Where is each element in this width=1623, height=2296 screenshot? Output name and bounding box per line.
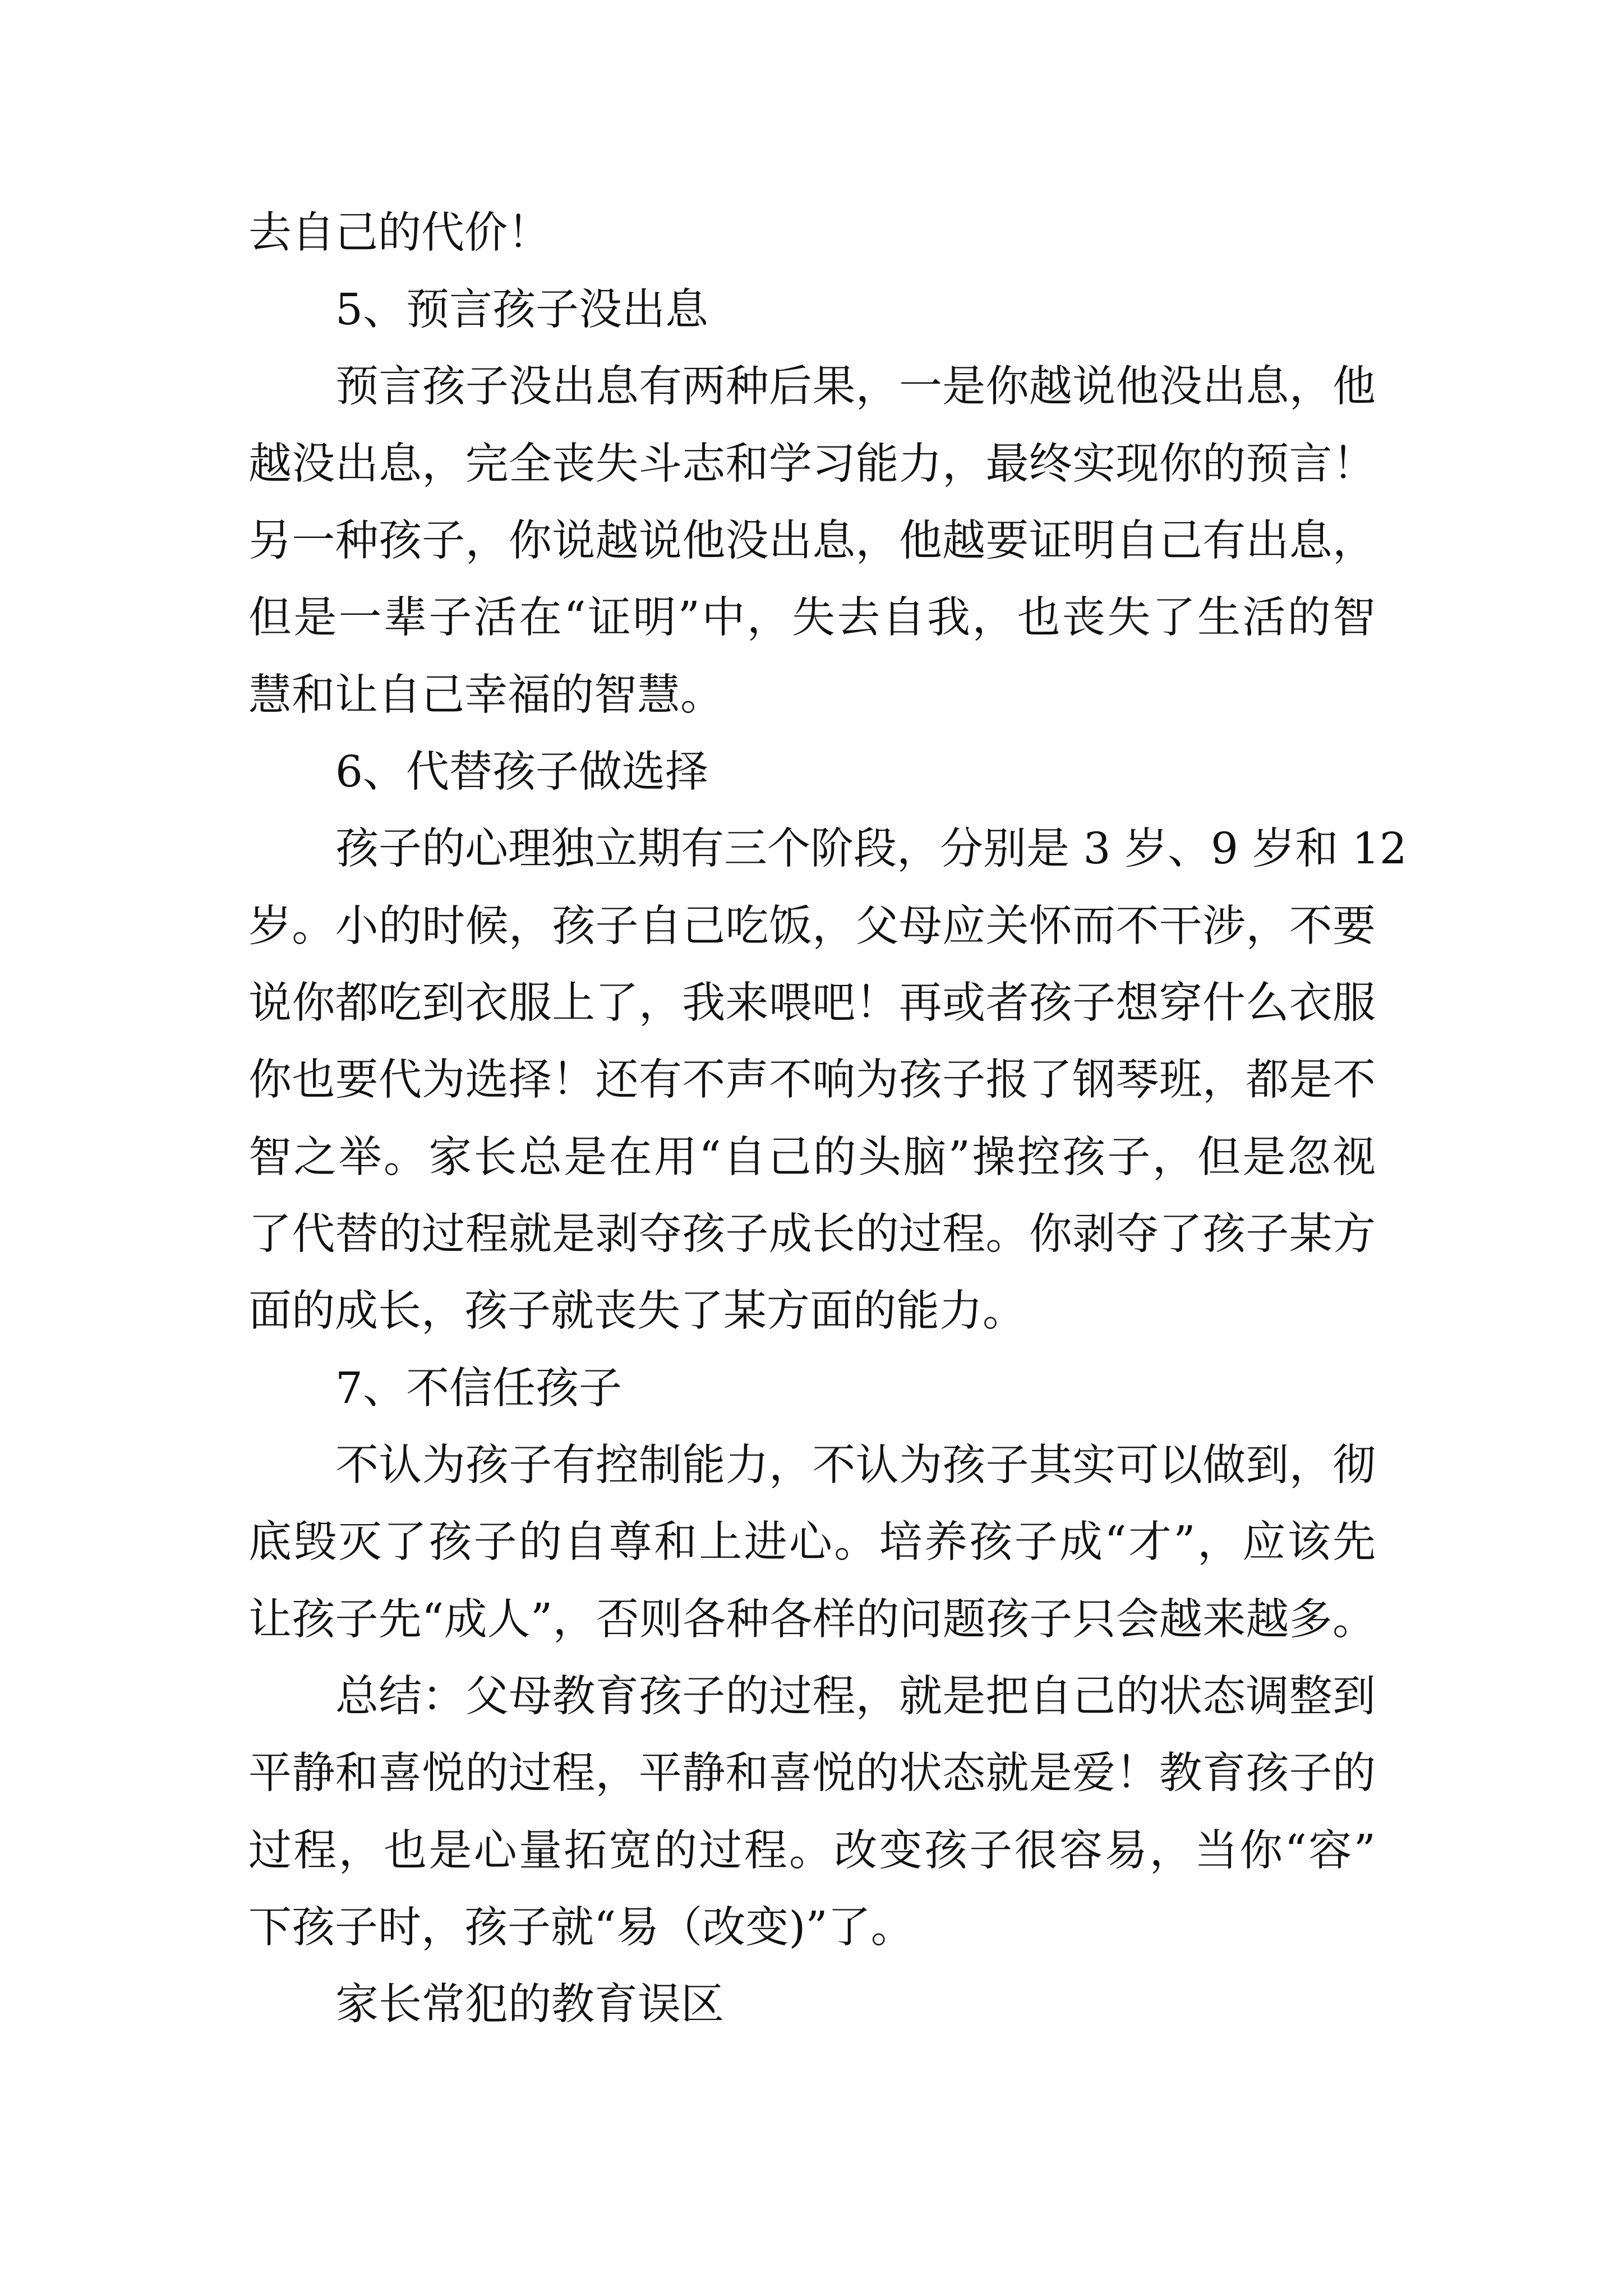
paragraph-line: 孩子的心理独立期有三个阶段，分别是 3 岁、9 岁和 12 — [335, 824, 1407, 874]
section-title: 家长常犯的教育误区 — [335, 1980, 724, 2030]
paragraph-line: 另一种孩子，你说越说他没出息，他越要证明自己有出息， — [248, 516, 1376, 566]
paragraph-line: 让孩子先“成人”，否则各种各样的问题孩子只会越来越多。 — [248, 1595, 1376, 1645]
paragraph-line: 面的成长，孩子就丧失了某方面的能力。 — [248, 1286, 1026, 1336]
summary-line: 过程，也是心量拓宽的过程。改变孩子很容易，当你“容” — [248, 1826, 1376, 1876]
paragraph-line: 不认为孩子有控制能力，不认为孩子其实可以做到，彻 — [335, 1441, 1376, 1490]
summary-line: 总结：父母教育孩子的过程，就是把自己的状态调整到 — [335, 1672, 1376, 1722]
paragraph-line: 你也要代为选择！还有不声不响为孩子报了钢琴班，都是不 — [248, 1055, 1376, 1105]
section-heading-5: 5、预言孩子没出息 — [335, 285, 708, 335]
paragraph-line: 预言孩子没出息有两种后果，一是你越说他没出息，他 — [335, 362, 1376, 412]
summary-line: 下孩子时，孩子就“易（改变)”了。 — [248, 1903, 914, 1953]
paragraph-line: 越没出息，完全丧失斗志和学习能力，最终实现你的预言！ — [248, 439, 1376, 489]
paragraph-line: 岁。小的时候，孩子自己吃饭，父母应关怀而不干涉，不要 — [248, 901, 1376, 951]
paragraph-line: 但是一辈子活在“证明”中，失去自我，也丧失了生活的智 — [248, 593, 1376, 643]
summary-line: 平静和喜悦的过程，平静和喜悦的状态就是爱！教育孩子的 — [248, 1749, 1376, 1798]
paragraph-line: 智之举。家长总是在用“自己的头脑”操控孩子，但是忽视 — [248, 1133, 1376, 1182]
paragraph-line: 底毁灭了孩子的自尊和上进心。培养孩子成“才”，应该先 — [248, 1517, 1376, 1567]
paragraph-line: 慧和让自己幸福的智慧。 — [248, 670, 723, 720]
paragraph-line: 去自己的代价！ — [248, 208, 551, 258]
paragraph-line: 说你都吃到衣服上了，我来喂吧！再或者孩子想穿什么衣服 — [248, 978, 1376, 1028]
paragraph-line: 了代替的过程就是剥夺孩子成长的过程。你剥夺了孩子某方 — [248, 1209, 1376, 1259]
section-heading-6: 6、代替孩子做选择 — [335, 747, 708, 797]
section-heading-7: 7、不信任孩子 — [335, 1364, 622, 1414]
